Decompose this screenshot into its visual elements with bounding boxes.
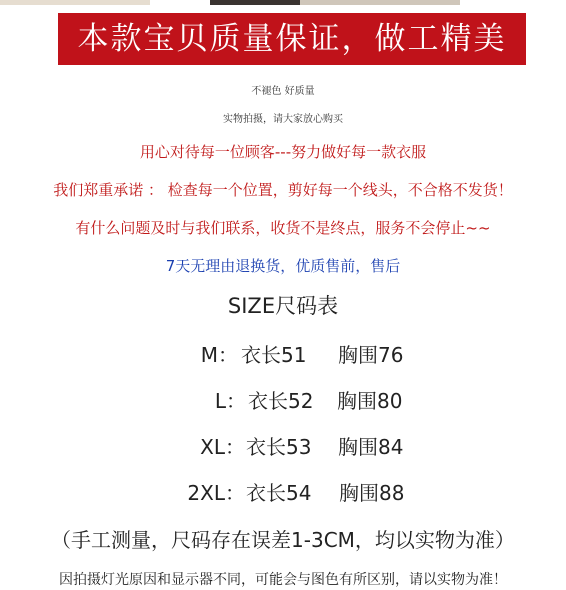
chest-value: 胸围76 [338, 343, 404, 367]
size-label: M： [200, 343, 238, 367]
size-label: XL： [200, 435, 245, 459]
length-value: 衣长53 [246, 435, 312, 459]
measurement-note: （手工测量，尺码存在误差1-3CM，均以实物为准） [51, 528, 515, 552]
color-disclaimer: 因拍摄灯光原因和显示器不同，可能会与图色有所区别，请以实物为准！ [59, 572, 507, 588]
promise-line-1: 用心对待每一位顾客---努力做好每一款衣服 [139, 143, 427, 161]
size-row [0, 477, 566, 507]
note-no-fading: 不褪色 好质量 [251, 86, 315, 97]
size-row [0, 339, 566, 369]
top-photo-strip [0, 0, 566, 6]
return-policy-line: 7天无理由退换货，优质售前，售后 [165, 257, 401, 275]
chest-value: 胸围88 [339, 481, 405, 505]
promise-line-3: 有什么问题及时与我们联系，收货不是终点，服务不会停止~~ [75, 219, 491, 237]
size-table-title: SIZE尺码表 [227, 294, 339, 318]
size-row [0, 385, 566, 415]
size-label: 2XL： [187, 481, 245, 505]
quality-banner: 本款宝贝质量保证，做工精美 [58, 13, 526, 65]
length-value: 衣长51 [241, 343, 307, 367]
size-label: L： [214, 389, 246, 413]
size-row [0, 431, 566, 461]
length-value: 衣长54 [246, 481, 312, 505]
chest-value: 胸围80 [337, 389, 403, 413]
note-real-photos: 实物拍摄，请大家放心购买 [223, 114, 343, 125]
chest-value: 胸围84 [338, 435, 404, 459]
length-value: 衣长52 [248, 389, 314, 413]
promise-line-2: 我们郑重承诺 ： 检查每一个位置，剪好每一个线头，不合格不发货！ [53, 181, 513, 199]
